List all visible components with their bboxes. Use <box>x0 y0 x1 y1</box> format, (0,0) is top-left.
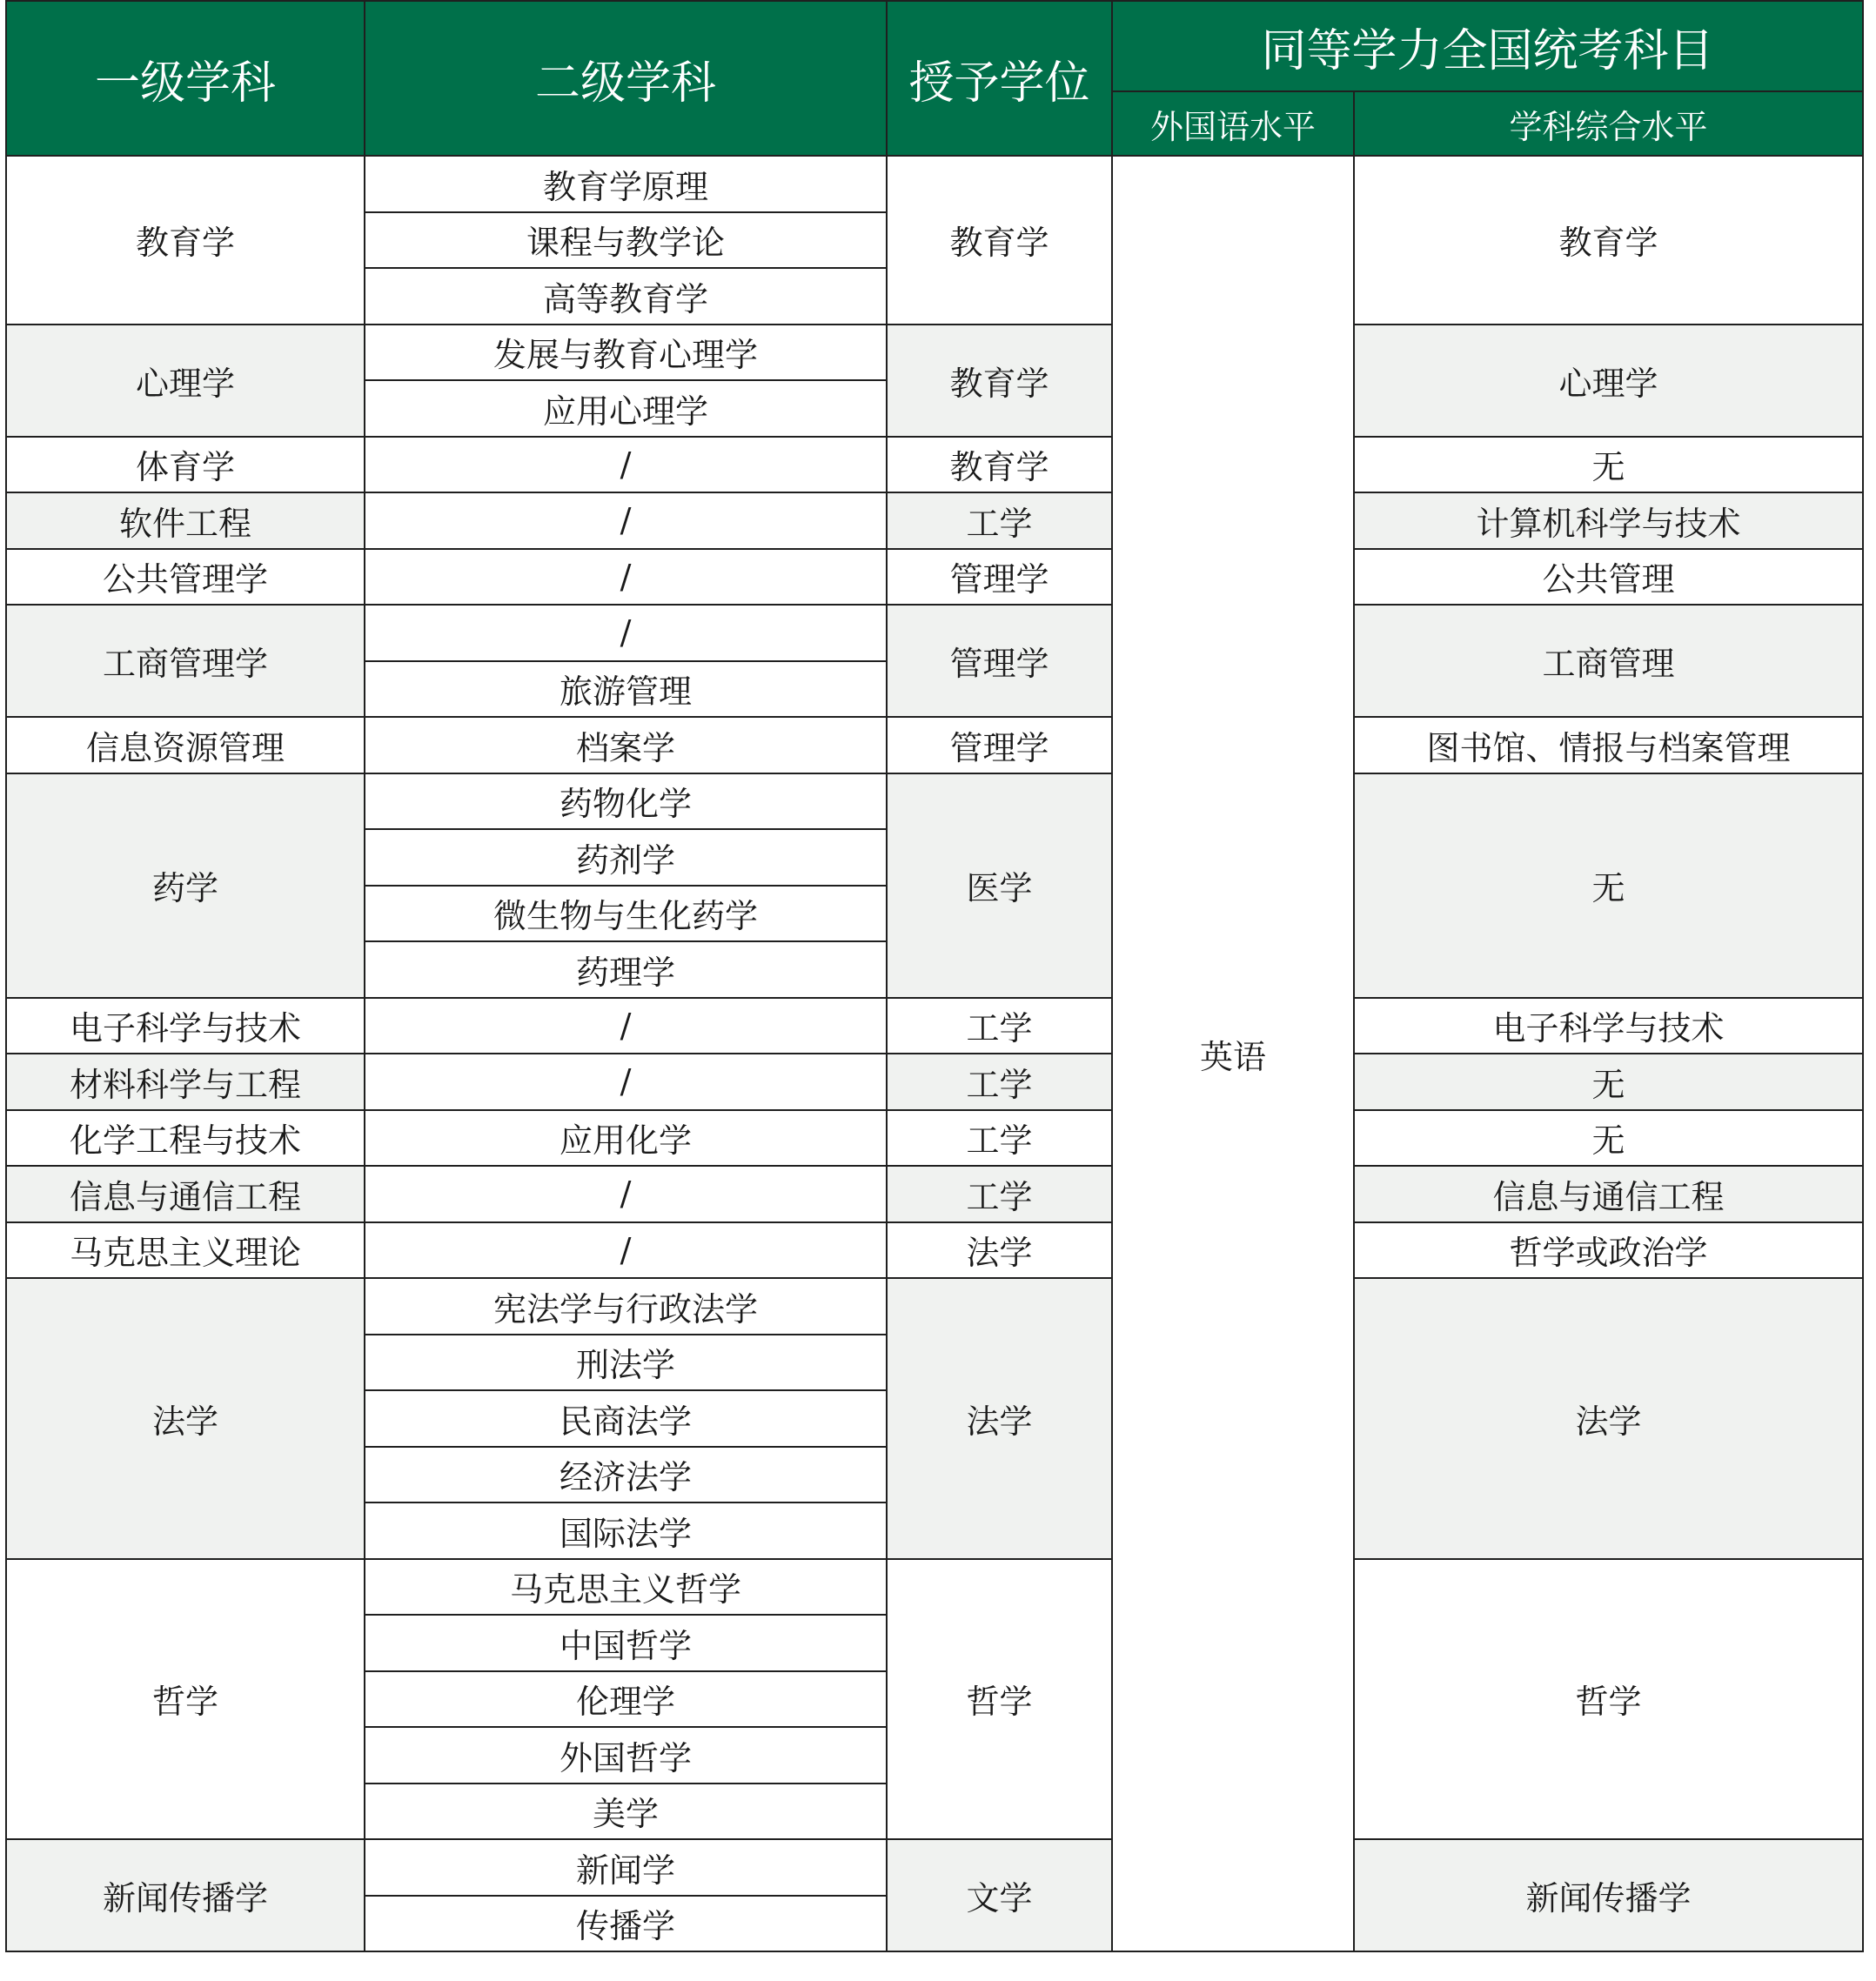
second-discipline-cell: 美学 <box>365 1784 887 1840</box>
program-table-container <box>5 0 1864 1952</box>
table-row <box>6 492 1863 549</box>
table-row <box>6 325 1863 381</box>
second-discipline-cell: 药理学 <box>365 941 887 998</box>
second-discipline-cell: 教育学原理 <box>365 156 887 212</box>
table-row <box>6 1054 1863 1110</box>
degree-cell: 文学 <box>887 1839 1112 1951</box>
second-discipline-cell: 宪法学与行政法学 <box>365 1278 887 1335</box>
second-discipline-cell: 民商法学 <box>365 1390 887 1447</box>
header-foreign-language: 外国语水平 <box>1112 91 1354 156</box>
second-discipline-cell: 发展与教育心理学 <box>365 325 887 381</box>
header-second-discipline: 二级学科 <box>365 1 887 156</box>
first-discipline-cell: 马克思主义理论 <box>6 1222 365 1279</box>
header-exam-subjects: 同等学力全国统考科目 <box>1112 1 1863 91</box>
table-row <box>6 1222 1863 1279</box>
first-discipline-cell: 软件工程 <box>6 492 365 549</box>
table-row <box>6 1166 1863 1222</box>
degree-cell: 工学 <box>887 1110 1112 1167</box>
table-row <box>6 1110 1863 1167</box>
header-comprehensive: 学科综合水平 <box>1354 91 1863 156</box>
second-discipline-cell: 新闻学 <box>365 1839 887 1896</box>
second-discipline-cell: 药剂学 <box>365 829 887 886</box>
comprehensive-subject-cell: 无 <box>1354 1054 1863 1110</box>
comprehensive-subject-cell: 法学 <box>1354 1278 1863 1559</box>
second-discipline-cell: 国际法学 <box>365 1502 887 1559</box>
second-discipline-cell: / <box>365 1054 887 1110</box>
table-row <box>6 605 1863 661</box>
program-table <box>5 0 1864 1952</box>
second-discipline-cell: 高等教育学 <box>365 268 887 325</box>
second-discipline-cell: 中国哲学 <box>365 1615 887 1671</box>
first-discipline-cell: 新闻传播学 <box>6 1839 365 1951</box>
degree-cell: 管理学 <box>887 605 1112 717</box>
second-discipline-cell: / <box>365 549 887 606</box>
header-first-discipline: 一级学科 <box>6 1 365 156</box>
first-discipline-cell: 电子科学与技术 <box>6 998 365 1054</box>
comprehensive-subject-cell: 新闻传播学 <box>1354 1839 1863 1951</box>
first-discipline-cell: 公共管理学 <box>6 549 365 606</box>
first-discipline-cell: 教育学 <box>6 156 365 325</box>
table-row <box>6 437 1863 493</box>
degree-cell: 工学 <box>887 998 1112 1054</box>
table-row <box>6 717 1863 773</box>
table-row <box>6 1559 1863 1616</box>
first-discipline-cell: 化学工程与技术 <box>6 1110 365 1167</box>
second-discipline-cell: 旅游管理 <box>365 661 887 718</box>
degree-cell: 教育学 <box>887 325 1112 437</box>
second-discipline-cell: / <box>365 1222 887 1279</box>
comprehensive-subject-cell: 无 <box>1354 773 1863 998</box>
comprehensive-subject-cell: 哲学 <box>1354 1559 1863 1840</box>
degree-cell: 管理学 <box>887 549 1112 606</box>
degree-cell: 法学 <box>887 1222 1112 1279</box>
comprehensive-subject-cell: 无 <box>1354 437 1863 493</box>
degree-cell: 医学 <box>887 773 1112 998</box>
second-discipline-cell: 伦理学 <box>365 1671 887 1728</box>
degree-cell: 工学 <box>887 1166 1112 1222</box>
first-discipline-cell: 心理学 <box>6 325 365 437</box>
second-discipline-cell: / <box>365 605 887 661</box>
second-discipline-cell: 经济法学 <box>365 1447 887 1503</box>
first-discipline-cell: 工商管理学 <box>6 605 365 717</box>
comprehensive-subject-cell: 信息与通信工程 <box>1354 1166 1863 1222</box>
first-discipline-cell: 体育学 <box>6 437 365 493</box>
table-row <box>6 1278 1863 1335</box>
first-discipline-cell: 哲学 <box>6 1559 365 1840</box>
comprehensive-subject-cell: 工商管理 <box>1354 605 1863 717</box>
foreign-language-cell: 英语 <box>1112 156 1354 1951</box>
comprehensive-subject-cell: 哲学或政治学 <box>1354 1222 1863 1279</box>
second-discipline-cell: 档案学 <box>365 717 887 773</box>
second-discipline-cell: / <box>365 492 887 549</box>
degree-cell: 工学 <box>887 492 1112 549</box>
degree-cell: 管理学 <box>887 717 1112 773</box>
degree-cell: 工学 <box>887 1054 1112 1110</box>
degree-cell: 教育学 <box>887 437 1112 493</box>
degree-cell: 法学 <box>887 1278 1112 1559</box>
first-discipline-cell: 药学 <box>6 773 365 998</box>
table-header <box>6 1 1863 156</box>
second-discipline-cell: 刑法学 <box>365 1335 887 1391</box>
header-degree: 授予学位 <box>887 1 1112 156</box>
second-discipline-cell: / <box>365 998 887 1054</box>
table-row <box>6 156 1863 212</box>
degree-cell: 教育学 <box>887 156 1112 325</box>
table-row <box>6 549 1863 606</box>
comprehensive-subject-cell: 电子科学与技术 <box>1354 998 1863 1054</box>
table-row <box>6 1839 1863 1896</box>
table-row <box>6 773 1863 830</box>
comprehensive-subject-cell: 心理学 <box>1354 325 1863 437</box>
second-discipline-cell: / <box>365 1166 887 1222</box>
second-discipline-cell: 微生物与生化药学 <box>365 886 887 942</box>
comprehensive-subject-cell: 计算机科学与技术 <box>1354 492 1863 549</box>
comprehensive-subject-cell: 教育学 <box>1354 156 1863 325</box>
comprehensive-subject-cell: 无 <box>1354 1110 1863 1167</box>
first-discipline-cell: 信息与通信工程 <box>6 1166 365 1222</box>
first-discipline-cell: 信息资源管理 <box>6 717 365 773</box>
comprehensive-subject-cell: 公共管理 <box>1354 549 1863 606</box>
comprehensive-subject-cell: 图书馆、情报与档案管理 <box>1354 717 1863 773</box>
table-row <box>6 998 1863 1054</box>
second-discipline-cell: 课程与教学论 <box>365 212 887 269</box>
second-discipline-cell: / <box>365 437 887 493</box>
second-discipline-cell: 应用化学 <box>365 1110 887 1167</box>
first-discipline-cell: 材料科学与工程 <box>6 1054 365 1110</box>
table-body <box>6 156 1863 1951</box>
first-discipline-cell: 法学 <box>6 1278 365 1559</box>
second-discipline-cell: 药物化学 <box>365 773 887 830</box>
second-discipline-cell: 传播学 <box>365 1896 887 1952</box>
second-discipline-cell: 应用心理学 <box>365 380 887 437</box>
second-discipline-cell: 马克思主义哲学 <box>365 1559 887 1616</box>
second-discipline-cell: 外国哲学 <box>365 1727 887 1784</box>
degree-cell: 哲学 <box>887 1559 1112 1840</box>
